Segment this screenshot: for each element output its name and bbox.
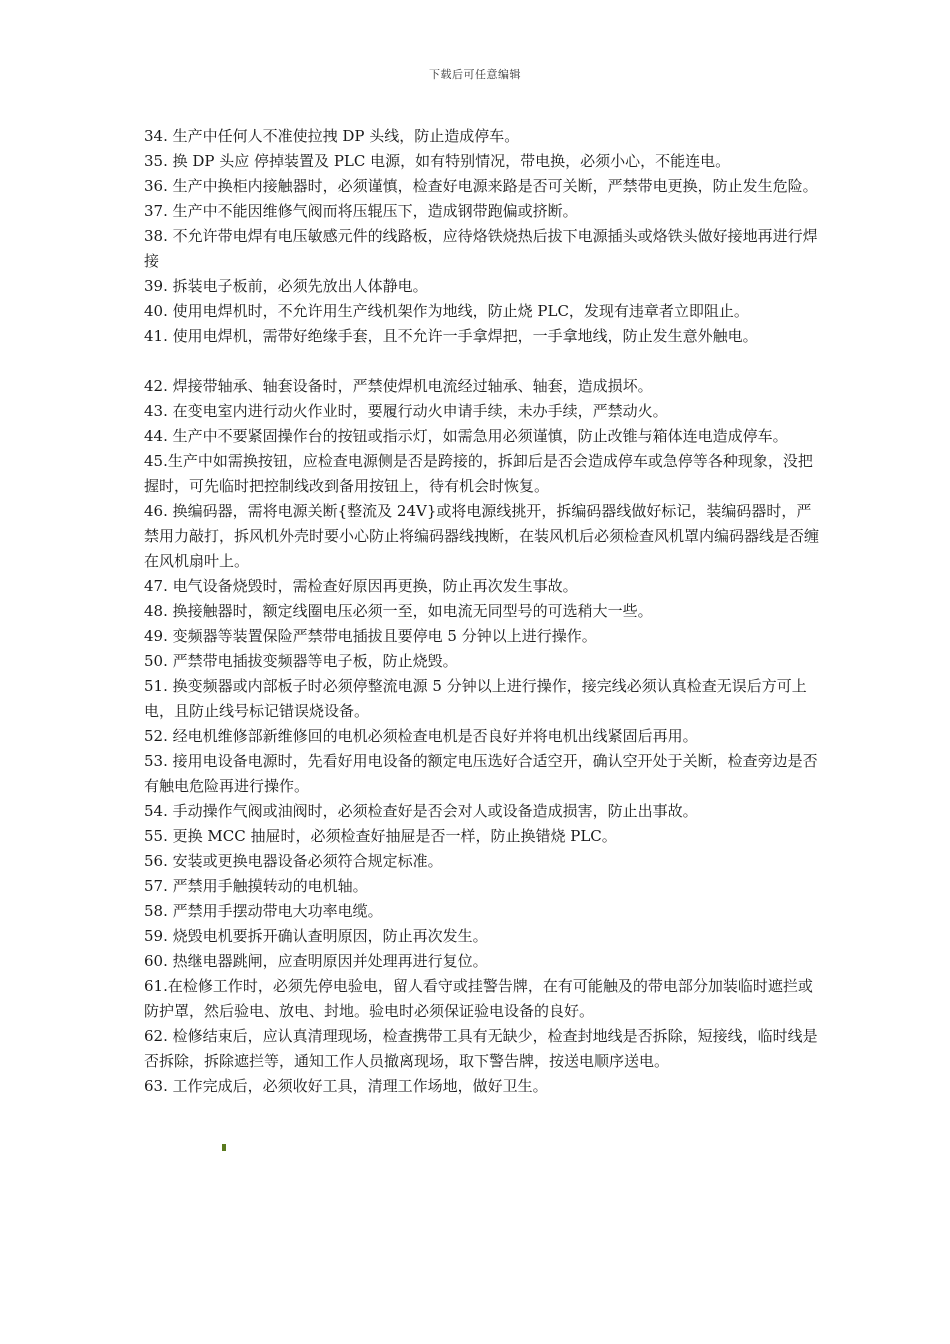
list-item: 40. 使用电焊机时，不允许用生产线机架作为地线，防止烧 PLC，发现有违章者立即阻止。 [144, 302, 749, 320]
list-item: 60. 热继电器跳闸，应查明原因并处理再进行复位。 [144, 952, 488, 970]
list-item: 38. 不允许带电焊有电压敏感元件的线路板，应待烙铁烧热后拔下电源插头或烙铁头做好接地再进行焊接 [144, 227, 818, 270]
list-item: 57. 严禁用手触摸转动的电机轴。 [144, 877, 368, 895]
list-item: 47. 电气设备烧毁时，需检查好原因再更换，防止再次发生事故。 [144, 577, 578, 595]
list-item: 48. 换接触器时，额定线圈电压必须一至，如电流无同型号的可选稍大一些。 [144, 602, 653, 620]
list-item: 62. 检修结束后，应认真清理现场，检查携带工具有无缺少，检查封地线是否拆除，短接线，临时线是否拆除，拆除遮拦等，通知工作人员撤离现场，取下警告牌，按送电顺序送电。 [144, 1027, 818, 1070]
list-item: 44. 生产中不要紧固操作台的按钮或指示灯，如需急用必须谨慎，防止改锥与箱体连电造成停车。 [144, 427, 788, 445]
list-item: 36. 生产中换柜内接触器时，必须谨慎，检查好电源来路是否可关断，严禁带电更换，防止发生危险。 [144, 177, 818, 195]
list-item: 63. 工作完成后，必须收好工具，清理工作场地，做好卫生。 [144, 1077, 548, 1095]
list-item: 54. 手动操作气阀或油阀时，必须检查好是否会对人或设备造成损害，防止出事故。 [144, 802, 698, 820]
list-item: 50. 严禁带电插拔变频器等电子板，防止烧毁。 [144, 652, 458, 670]
list-item: 53. 接用电设备电源时，先看好用电设备的额定电压选好合适空开，确认空开处于关断，检查旁边是否有触电危险再进行操作。 [144, 752, 818, 795]
list-item: 59. 烧毁电机要拆开确认查明原因，防止再次发生。 [144, 927, 488, 945]
page-header: 下载后可任意编辑 [429, 68, 521, 81]
list-item: 46. 换编码器，需将电源关断{整流及 24V}或将电源线挑开，拆编码器线做好标记，装编码器时，严禁用力敲打，拆风机外壳时要小心防止将编码器线拽断，在装风机后必须检查风机罩内编码器线是否缠在风机扇叶上。 [144, 502, 820, 570]
list-item: 45.生产中如需换按钮，应检查电源侧是否是跨接的，拆卸后是否会造成停车或急停等各种现象，没把握时，可先临时把控制线改到备用按钮上，待有机会时恢复。 [144, 452, 813, 495]
list-item: 37. 生产中不能因维修气阀而将压辊压下，造成钢带跑偏或挤断。 [144, 202, 578, 220]
list-item: 55. 更换 MCC 抽屉时，必须检查好抽屉是否一样，防止换错烧 PLC。 [144, 827, 617, 845]
list-item: 39. 拆装电子板前，必须先放出人体静电。 [144, 277, 428, 295]
list-item: 51. 换变频器或内部板子时必须停整流电源 5 分钟以上进行操作，接完线必须认真检查无误后方可上电，且防止线号标记错误烧设备。 [144, 677, 807, 720]
list-item: 41. 使用电焊机，需带好绝缘手套，且不允许一手拿焊把，一手拿地线，防止发生意外触电。 [144, 327, 758, 345]
list-item: 49. 变频器等装置保险严禁带电插拔且要停电 5 分钟以上进行操作。 [144, 627, 597, 645]
list-item: 35. 换 DP 头应 停掉装置及 PLC 电源，如有特别情况，带电换，必须小心，不能连电。 [144, 152, 731, 170]
document-body [144, 124, 824, 1099]
list-item: 52. 经电机维修部新维修回的电机必须检查电机是否良好并将电机出线紧固后再用。 [144, 727, 698, 745]
list-item: 34. 生产中任何人不准使拉拽 DP 头线，防止造成停车。 [144, 127, 520, 145]
list-item: 56. 安装或更换电器设备必须符合规定标准。 [144, 852, 443, 870]
list-item: 58. 严禁用手摆动带电大功率电缆。 [144, 902, 383, 920]
list-item: 61.在检修工作时，必须先停电验电，留人看守或挂警告牌，在有可能触及的带电部分加装临时遮拦或防护罩，然后验电、放电、封地。验电时必须保证验电设备的良好。 [144, 977, 813, 1020]
list-item: 43. 在变电室内进行动火作业时，要履行动火申请手续，未办手续，严禁动火。 [144, 402, 668, 420]
list-item: 42. 焊接带轴承、轴套设备时，严禁使焊机电流经过轴承、轴套，造成损坏。 [144, 377, 653, 395]
small-marker [222, 1144, 226, 1151]
